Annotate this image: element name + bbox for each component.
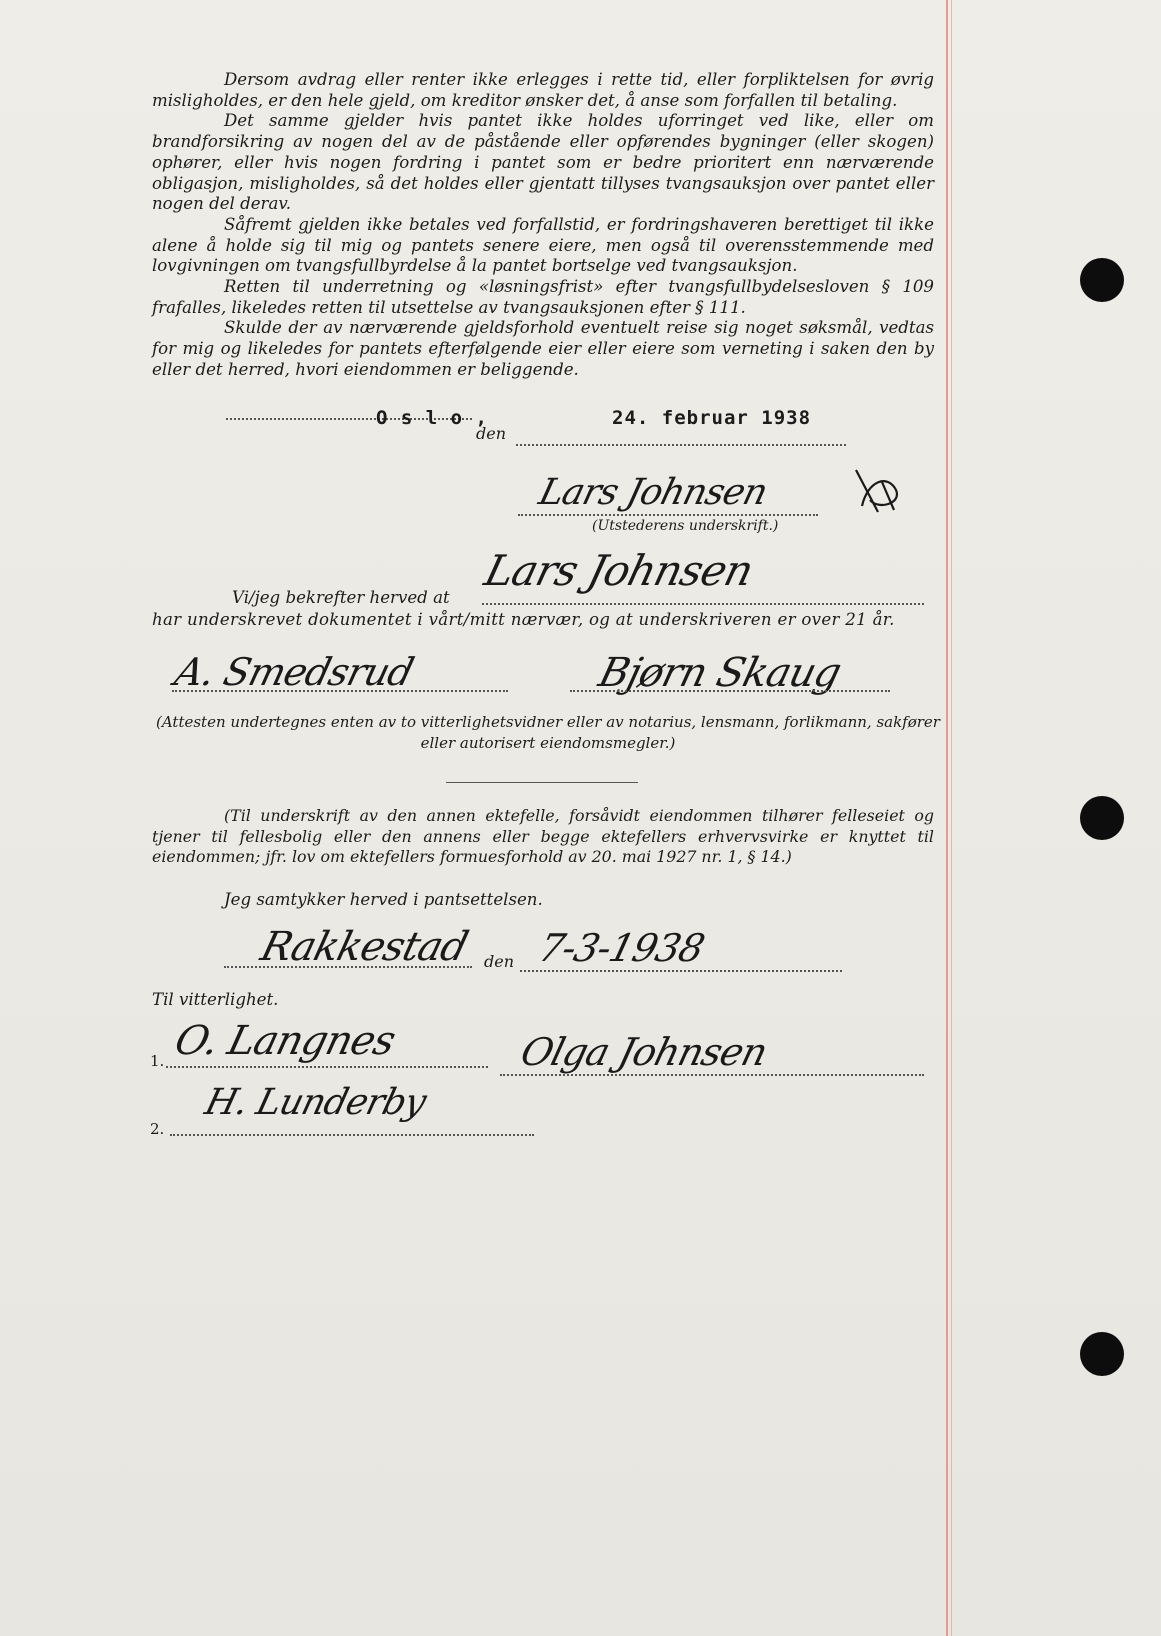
issuer-initials-icon xyxy=(848,460,908,520)
issuer-caption: (Utstederens underskrift.) xyxy=(592,518,779,534)
issuer-signature: Lars Johnsen xyxy=(534,472,772,513)
witness1-line xyxy=(172,690,508,692)
consent-date-line xyxy=(520,970,842,972)
terms-text xyxy=(152,70,934,381)
attest-name-line xyxy=(482,603,924,605)
paragraph: Retten til underretning og «løsningsfrist» efter tvangsfullbydelsesloven § 109 frafalles, likeledes retten til utsettelse av tvangsauksjonen efter § 111. xyxy=(152,277,934,317)
margin-line-inner xyxy=(951,0,952,1636)
date-line xyxy=(516,444,846,446)
til-vitterlighet: Til vitterlighet. xyxy=(152,990,279,1009)
attest-line2: har underskrevet dokumentet i vårt/mitt nærvær, og at underskriveren er over 21 år. xyxy=(152,610,895,629)
paragraph: Såfremt gjelden ikke betales ved forfallstid, er fordringshaveren berettiget til ikke alene å holde sig til mig og pantets senere eiere, men også til overensstemmende med lovgivningen om tvangsfullbyrdelse å la pantet bortselge ved tvangsauksjon. xyxy=(152,214,934,276)
spouse-signature: Olga Johnsen xyxy=(516,1030,772,1074)
vitterlighet-witness1-line xyxy=(166,1066,488,1068)
consent-place-line xyxy=(224,966,472,968)
witness-num-2: 2. xyxy=(150,1120,165,1138)
witness2-signature: Bjørn Skaug xyxy=(594,650,846,696)
vitterlighet-witness2-signature: H. Lunderby xyxy=(200,1082,430,1123)
attest-name-signature: Lars Johnsen xyxy=(479,546,758,595)
separator xyxy=(446,782,638,783)
date: 24. februar 1938 xyxy=(612,407,812,429)
paragraph: Det samme gjelder hvis pantet ikke holdes uforringet ved like, eller om brandforsikring av nogen del av de påstående eller opførendes bygninger (eller skogen) ophører, eller hvis nogen fordring i pantet som er bedre prioritert enn nærværende obligasjon, misligholdes, så det holdes eller gjentatt tillyses tvangsauksjon over pantet eller nogen del derav. xyxy=(152,111,934,214)
issuer-line xyxy=(518,514,818,516)
vitterlighet-witness1-signature: O. Langnes xyxy=(170,1018,400,1064)
witness1-signature: A. Smedsrud xyxy=(170,650,418,694)
place: O s l o , xyxy=(376,407,488,429)
punch-hole-icon xyxy=(1080,796,1124,840)
consent-place-signature: Rakkestad xyxy=(256,924,472,970)
attest-note: (Attesten undertegnes enten av to vitterlighetsvidner eller av notarius, lensmann, forlikmann, sakfører eller autorisert eiendomsmegler.) xyxy=(156,713,940,752)
witness-num-1: 1. xyxy=(150,1052,165,1070)
spouse-note: (Til underskrift av den annen ektefelle, forsåvidt eiendommen tilhører felleseiet og tjener til fellesbolig eller den annens eller begge ektefellers erhvervsvirke er knyttet til eiendommen; jfr. lov om ektefellers formuesforhold av 20. mai 1927 nr. 1, § 14.) xyxy=(152,806,934,866)
den-label: den xyxy=(476,424,507,443)
vitterlighet-witness2-line xyxy=(170,1134,534,1136)
margin-line xyxy=(946,0,948,1636)
paragraph: Skulde der av nærværende gjeldsforhold eventuelt reise sig noget søksmål, vedtas for mig og likeledes for pantets efterfølgende eier eller eiere som verneting i saken den by eller det herred, hvori eiendommen er beliggende. xyxy=(152,318,934,379)
punch-hole-icon xyxy=(1080,258,1124,302)
paragraph: Dersom avdrag eller renter ikke erlegges i rette tid, eller forpliktelsen for øvrig misligholdes, er den hele gjeld, om kreditor ønsker det, å anse som forfallen til betaling. xyxy=(152,70,934,110)
consent-den-label: den xyxy=(484,952,515,971)
consent-date-handwritten: 7-3-1938 xyxy=(534,926,709,970)
consent-text: Jeg samtykker herved i pantsettelsen. xyxy=(224,890,543,909)
attest-prefix: Vi/jeg bekrefter herved at xyxy=(232,588,450,607)
punch-hole-icon xyxy=(1080,1332,1124,1376)
witness2-line xyxy=(570,690,890,692)
spouse-signature-line xyxy=(500,1074,924,1076)
